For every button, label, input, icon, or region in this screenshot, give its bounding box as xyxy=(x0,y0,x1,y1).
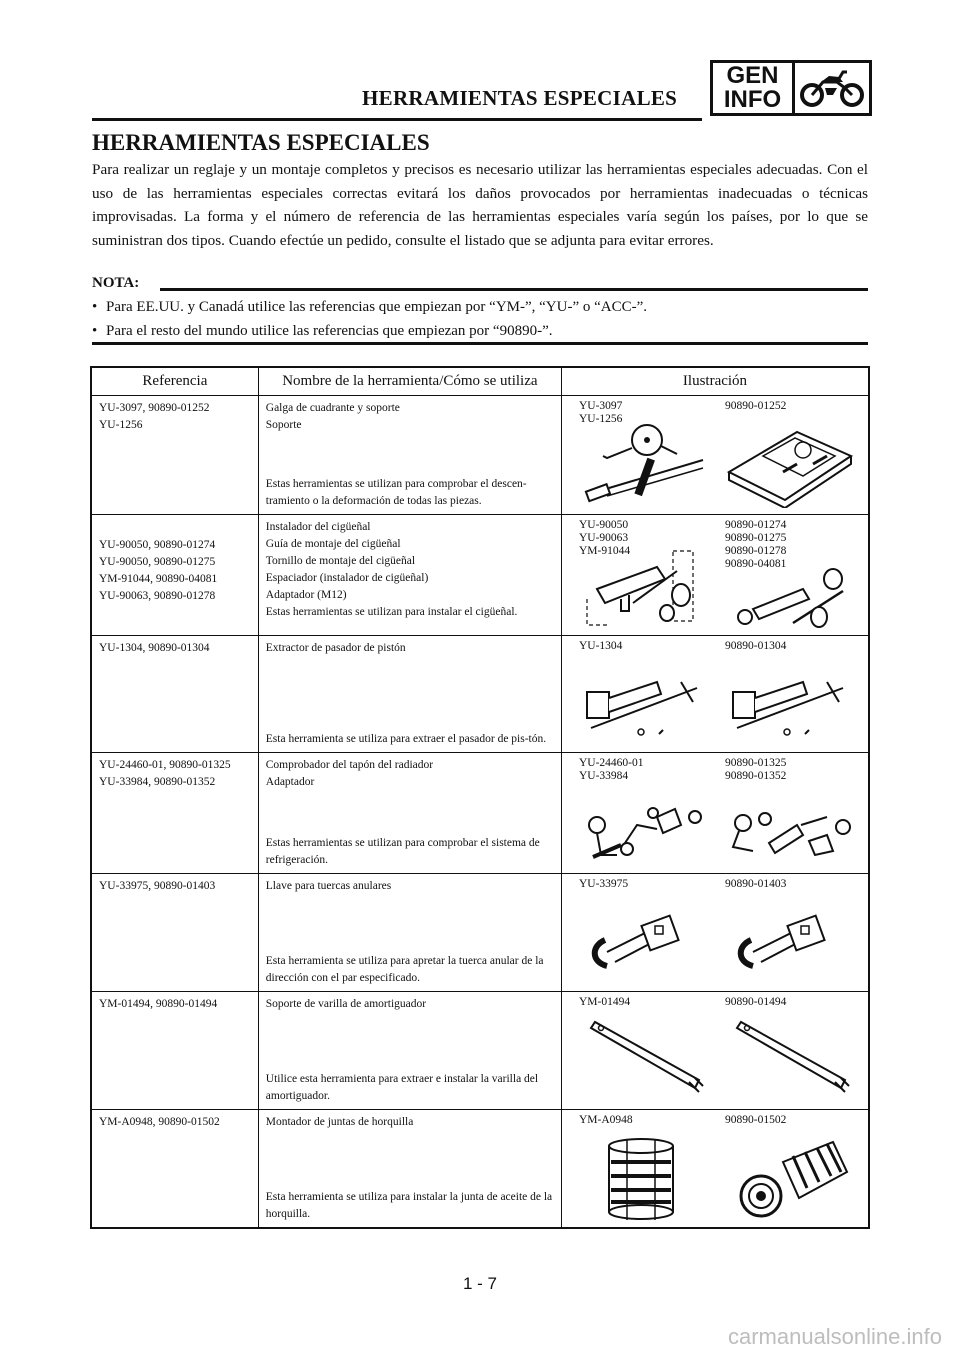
ref: YU-24460-01, 90890-01325 xyxy=(99,758,231,771)
header-referencia: Referencia xyxy=(91,367,258,395)
ref: YU-90063, 90890-01278 xyxy=(99,589,216,602)
gen-info-label xyxy=(713,63,795,113)
fork-seal-driver-illustration xyxy=(723,1132,853,1222)
tool-name: Espaciador (instalador de cigüeñal) xyxy=(265,571,429,584)
illustration-cell xyxy=(561,635,869,752)
name-cell xyxy=(258,991,561,1109)
tool-usage: Esta herramienta se utiliza para instalar la junta de aceite de la horquilla. xyxy=(265,1190,553,1220)
gen-info-badge xyxy=(710,60,872,116)
ill-ref-right: 90890-01252 xyxy=(724,399,787,412)
gauge-kit-case-illustration xyxy=(723,416,857,508)
ill-ref-right: 90890-01502 xyxy=(724,1113,787,1126)
tool-usage: Estas herramientas se utilizan para comprobar el descen-tramiento o la deformación de todas las piezas. xyxy=(265,477,527,507)
ill-ref-left: YU-90050 YU-90063 YM-91044 xyxy=(578,518,631,557)
ill-ref-right: 90890-01274 90890-01275 90890-01278 90890-04081 xyxy=(724,518,787,570)
illustration-cell xyxy=(561,873,869,991)
table-row xyxy=(91,1109,869,1228)
watermark: carmanualsonline.info xyxy=(727,1324,942,1349)
nota-rule xyxy=(160,288,868,291)
ill-ref-right: 90890-01304 xyxy=(724,639,787,652)
table-row xyxy=(91,635,869,752)
ring-nut-wrench-illustration xyxy=(577,906,707,984)
tool-name: Comprobador del tapón del radiador xyxy=(265,758,434,771)
ill-ref-left: YM-A0948 xyxy=(578,1113,633,1126)
tool-usage: Esta herramienta se utiliza para extraer el pasador de pis-tón. xyxy=(265,732,547,745)
ref-cell xyxy=(91,1109,258,1228)
crankshaft-installer-illustration xyxy=(577,549,707,631)
tool-name: Tornillo de montaje del cigüeñal xyxy=(265,554,416,567)
tool-name: Soporte xyxy=(265,418,302,431)
nota-item: • Para el resto del mundo utilice las referencias que empiezan por “90890-”. xyxy=(92,319,868,343)
tool-usage: Estas herramientas se utilizan para comprobar el sistema de refrigeración. xyxy=(265,836,540,866)
ref: YU-33984, 90890-01352 xyxy=(99,775,216,788)
radiator-cap-tester-illustration xyxy=(577,795,711,865)
radiator-cap-tester-illustration xyxy=(723,795,857,865)
illustration-cell xyxy=(561,991,869,1109)
ill-ref-left: YU-1304 xyxy=(578,639,623,652)
name-cell xyxy=(258,752,561,873)
ref: YU-90050, 90890-01275 xyxy=(99,555,216,568)
ref: YU-1304, 90890-01304 xyxy=(99,641,210,654)
ref: YM-A0948, 90890-01502 xyxy=(99,1115,220,1128)
ref: YM-91044, 90890-04081 xyxy=(99,572,218,585)
tool-usage: Esta herramienta se utiliza para apretar la tuerca anular de la dirección con el par especificado. xyxy=(265,954,544,984)
tool-name: Soporte de varilla de amortiguador xyxy=(265,997,427,1010)
ill-ref-right: 90890-01494 xyxy=(724,995,787,1008)
ref-cell xyxy=(91,873,258,991)
piston-pin-puller-illustration xyxy=(577,662,707,746)
illustration-cell xyxy=(561,752,869,873)
ref: YU-3097, 90890-01252 xyxy=(99,401,210,414)
crankshaft-installer-set-illustration xyxy=(723,567,853,631)
header-ilustracion: Ilustración xyxy=(561,367,869,395)
nota-label: NOTA: xyxy=(92,275,140,291)
illustration-cell xyxy=(561,395,869,514)
name-cell xyxy=(258,873,561,991)
table-row xyxy=(91,752,869,873)
badge-line2: INFO xyxy=(723,86,782,113)
piston-pin-puller-illustration xyxy=(723,662,853,746)
nota-item: • Para EE.UU. y Canadá utilice las referencias que empiezan por “YM-”, “YU-” o “ACC-”. xyxy=(92,295,868,319)
damper-rod-holder-illustration xyxy=(723,1016,853,1102)
tool-name: Adaptador (M12) xyxy=(265,588,347,601)
ref-cell xyxy=(91,514,258,635)
header-title: HERRAMIENTAS ESPECIALES xyxy=(362,86,678,110)
damper-rod-holder-illustration xyxy=(577,1016,707,1102)
name-cell xyxy=(258,635,561,752)
ref: YM-01494, 90890-01494 xyxy=(99,997,218,1010)
tool-name: Guía de montaje del cigüeñal xyxy=(265,537,401,550)
tool-name: Adaptador xyxy=(265,775,315,788)
section-title: HERRAMIENTAS ESPECIALES xyxy=(92,130,430,155)
ill-ref-right: 90890-01403 xyxy=(724,877,787,890)
nota-end-rule xyxy=(92,342,868,345)
illustration-cell xyxy=(561,514,869,635)
special-tools-table xyxy=(90,366,870,1229)
table-row xyxy=(91,873,869,991)
fork-seal-driver-illustration xyxy=(577,1132,707,1222)
illustration-cell xyxy=(561,1109,869,1228)
name-cell xyxy=(258,1109,561,1228)
motorcycle-icon xyxy=(795,63,869,113)
badge-line1: GEN xyxy=(726,62,779,89)
name-cell xyxy=(258,395,561,514)
tool-usage: Estas herramientas se utilizan para instalar el cigüeñal. xyxy=(265,605,518,618)
ref: YU-90050, 90890-01274 xyxy=(99,538,216,551)
ill-ref-left: YU-24460-01 YU-33984 xyxy=(578,756,644,782)
header-nombre: Nombre de la herramienta/Cómo se utiliza xyxy=(258,367,561,395)
tool-name: Galga de cuadrante y soporte xyxy=(265,401,400,414)
tool-name: Extractor de pasador de pistón xyxy=(265,641,406,654)
tool-name: Montador de juntas de horquilla xyxy=(265,1115,414,1128)
table-row xyxy=(91,514,869,635)
header-rule xyxy=(92,118,702,121)
ref-cell xyxy=(91,395,258,514)
ring-nut-wrench-illustration xyxy=(723,906,853,984)
nota-list xyxy=(92,295,868,343)
page-number: 1 - 7 xyxy=(462,1274,498,1293)
name-cell xyxy=(258,514,561,635)
ref: YU-33975, 90890-01403 xyxy=(99,879,216,892)
tool-name: Instalador del cigüeñal xyxy=(265,520,371,533)
ref: YU-1256 xyxy=(99,418,143,431)
ref-cell xyxy=(91,752,258,873)
ill-ref-left: YU-33975 xyxy=(578,877,629,890)
ref-cell xyxy=(91,991,258,1109)
table-row xyxy=(91,395,869,514)
ill-ref-left: YU-3097 YU-1256 xyxy=(578,399,623,425)
table-header-row xyxy=(91,367,869,395)
intro-paragraph: Para realizar un reglaje y un montaje completos y precisos es necesario utilizar las herramientas especiales adecuadas. Con el uso de las herramientas especiales correctas evitará los daños provocados por herramientas inadecuadas o técnicas improvisadas. La forma y el número de referencia de las herramientas especiales varía según los países, por lo que se suministran dos tipos. Cuando efectúe un pedido, consulte el listado que se adjunta para evitar errores. xyxy=(92,161,868,249)
dial-gauge-illustration xyxy=(577,418,707,508)
tool-name: Llave para tuercas anulares xyxy=(265,879,392,892)
tool-usage: Utilice esta herramienta para extraer e instalar la varilla del amortiguador. xyxy=(265,1072,539,1102)
table-row xyxy=(91,991,869,1109)
ill-ref-right: 90890-01325 90890-01352 xyxy=(724,756,787,782)
ill-ref-left: YM-01494 xyxy=(578,995,631,1008)
ref-cell xyxy=(91,635,258,752)
